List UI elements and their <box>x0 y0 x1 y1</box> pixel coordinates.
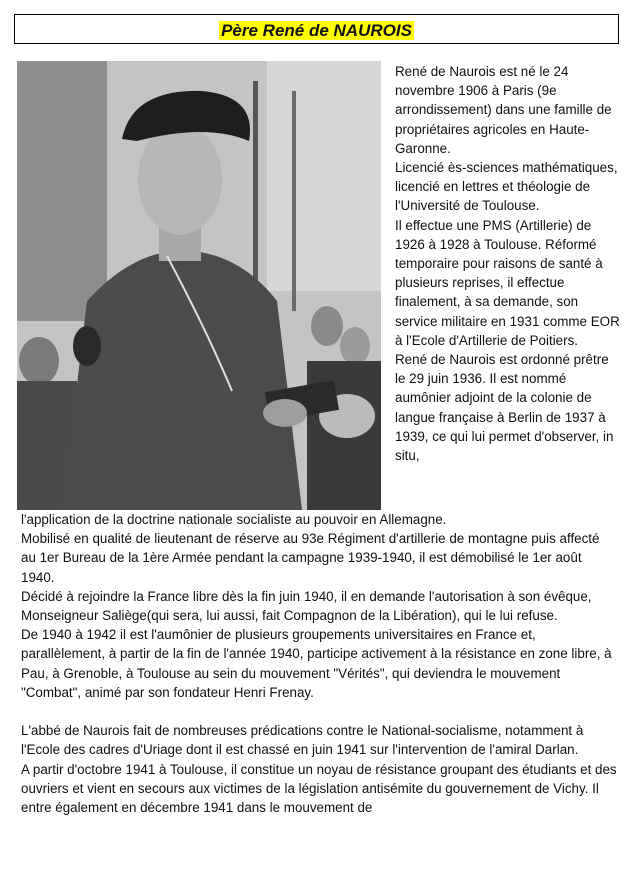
bio-paragraph-resistance: De 1940 à 1942 il est l'aumônier de plusieurs groupements universitaires en France et, parallèlement, à partir de la fin de l'année 1940, participe activement à la résistance en zone libre, à Pau, à Grenoble, à Toulouse au sein du mouvement "Vérités", qui deviendra le mouvement "Combat", animé par son fondateur Henri Frenay. <box>21 627 612 700</box>
bio-paragraph-mobilisation: Mobilisé en qualité de lieutenant de réserve au 93e Régiment d'artillerie de montagne puis affecté au 1er Bureau de la 1ère Armée pendant la campagne 1939-1940, il est démobilisé le 1er août 1940. <box>21 531 600 585</box>
bio-paragraph-education: Licencié ès-sciences mathématiques, licencié en lettres et théologie de l'Université de Toulouse. <box>395 160 618 214</box>
portrait-photo-drawing <box>17 61 381 510</box>
page-title: Père René de NAUROIS <box>221 21 412 40</box>
bio-paragraph-ordination: René de Naurois est ordonné prêtre le 29 juin 1936. Il est nommé aumônier adjoint de la colonie de langue française à Berlin de 1937 à 1939, ce qui lui permet d'observer, in situ, <box>395 352 614 464</box>
title-box <box>14 14 619 44</box>
full-width-text <box>21 510 617 817</box>
bio-paragraph-toulouse: A partir d'octobre 1941 à Toulouse, il constitue un noyau de résistance groupant des étudiants et des ouvriers et vient en secours aux victimes de la législation antisémite du gouvernement de Vichy. Il entre également en décembre 1941 dans le mouvement de <box>21 761 617 816</box>
paragraph-spacer <box>21 702 617 721</box>
bio-paragraph-military-service: Il effectue une PMS (Artillerie) de 1926 à 1928 à Toulouse. Réformé temporaire pour raisons de santé à plusieurs reprises, il effectue finalement, à sa demande, son service militaire en 1931 comme EOR à l'Ecole d'Artillerie de Poitiers. <box>395 217 620 348</box>
portrait-photo <box>17 61 381 510</box>
bio-paragraph-birth: René de Naurois est né le 24 novembre 1906 à Paris (9e arrondissement) dans une famille de propriétaires agricoles en Haute-Garonne. <box>395 64 612 156</box>
side-text-column <box>395 62 620 465</box>
bio-paragraph-predications: L'abbé de Naurois fait de nombreuses prédications contre le National-socialisme, notamment à l'Ecole des cadres d'Uriage dont il est chassé en juin 1941 sur l'intervention de l'amiral Darlan. <box>21 723 584 758</box>
bio-paragraph-doctrine: l'application de la doctrine nationale socialiste au pouvoir en Allemagne. <box>21 512 447 527</box>
bio-paragraph-france-libre: Décidé à rejoindre la France libre dès la fin juin 1940, il en demande l'autorisation à son évêque, Monseigneur Saliège(qui sera, lui aussi, fait Compagnon de la Libération), qui le lui refuse. <box>21 588 592 624</box>
